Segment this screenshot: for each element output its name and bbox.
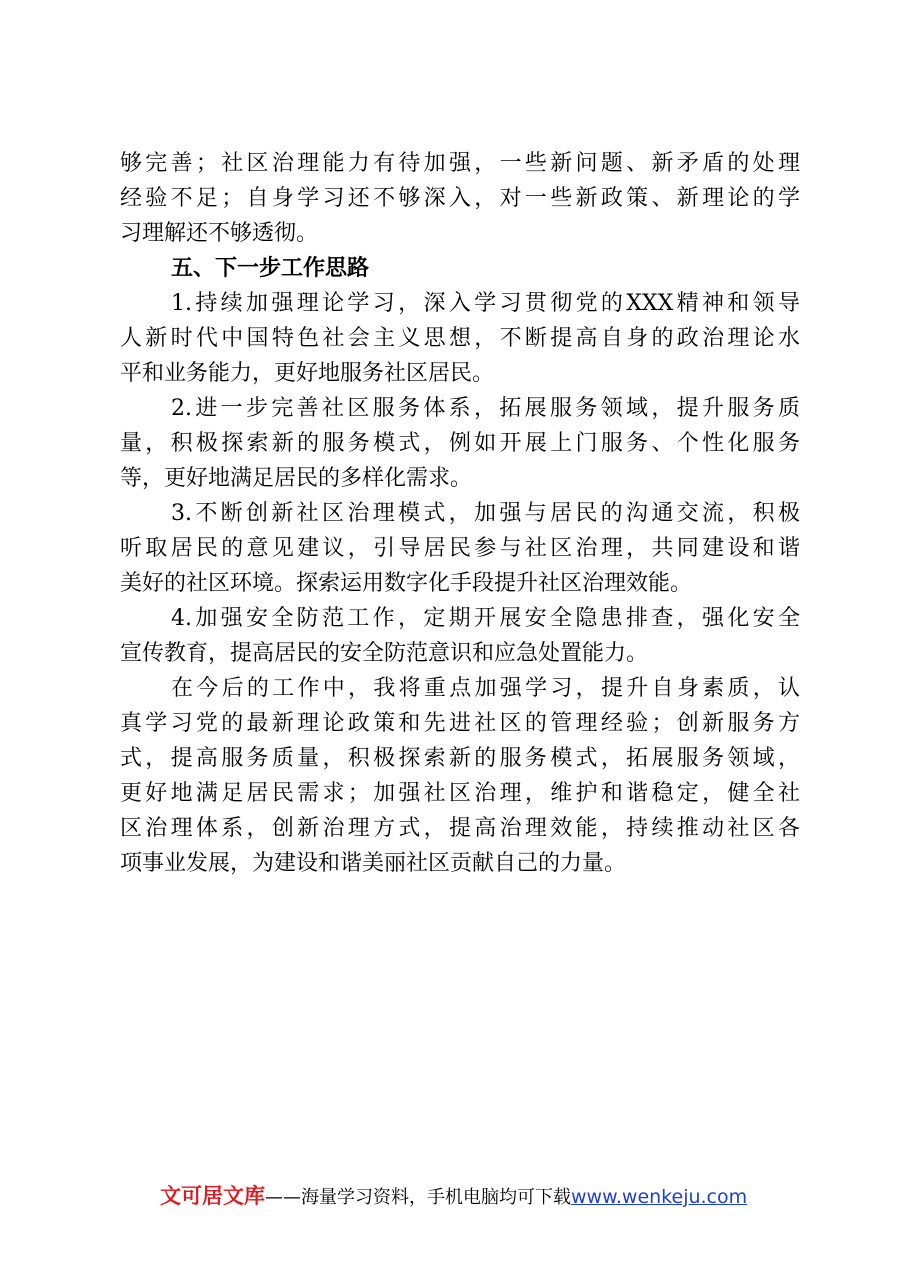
body-line: 经验不足；自身学习还不够深入，对一些新政策、新理论的学 xyxy=(120,186,800,211)
list-item-3-line: 3.不断创新社区治理模式，加强与居民的沟通交流，积极 xyxy=(171,501,800,526)
list-item-3-line: 美好的社区环境。探索运用数字化手段提升社区治理效能。 xyxy=(120,571,693,596)
section-heading: 五、下一步工作思路 xyxy=(171,256,370,281)
closing-paragraph-line: 式，提高服务质量，积极探索新的服务模式，拓展服务领域， xyxy=(120,746,800,771)
list-item-2-line: 等，更好地满足居民的多样化需求。 xyxy=(120,466,473,491)
closing-paragraph-line: 真学习党的最新理论政策和先进社区的管理经验；创新服务方 xyxy=(120,711,800,736)
footer-website-link[interactable]: www.wenkeju.com xyxy=(571,1186,748,1208)
closing-paragraph-line: 区治理体系，创新治理方式，提高治理效能，持续推动社区各 xyxy=(120,816,800,841)
list-item-1-line: 1.持续加强理论学习，深入学习贯彻党的XXX精神和领导 xyxy=(171,291,800,316)
footer-brand-name: 文可居文库 xyxy=(160,1184,265,1208)
closing-paragraph-line: 项事业发展，为建设和谐美丽社区贡献自己的力量。 xyxy=(120,851,627,876)
footer-banner xyxy=(160,1181,780,1211)
list-item-4-line: 4.加强安全防范工作，定期开展安全隐患排查，强化安全 xyxy=(171,606,800,631)
body-line: 习理解还不够透彻。 xyxy=(120,221,319,246)
list-item-1-line: 平和业务能力，更好地服务社区居民。 xyxy=(120,361,495,386)
list-item-1-line: 人新时代中国特色社会主义思想，不断提高自身的政治理论水 xyxy=(120,326,800,351)
list-item-2-line: 2.进一步完善社区服务体系，拓展服务领域，提升服务质 xyxy=(171,396,800,421)
list-item-3-line: 听取居民的意见建议，引导居民参与社区治理，共同建设和谐 xyxy=(120,536,800,561)
body-line: 够完善；社区治理能力有待加强，一些新问题、新矛盾的处理 xyxy=(120,151,800,176)
closing-paragraph-line: 在今后的工作中，我将重点加强学习，提升自身素质，认 xyxy=(171,676,800,701)
list-item-4-line: 宣传教育，提高居民的安全防范意识和应急处置能力。 xyxy=(120,641,649,666)
document-body xyxy=(120,146,800,881)
closing-paragraph-line: 更好地满足居民需求；加强社区治理，维护和谐稳定，健全社 xyxy=(120,781,800,806)
footer-slogan: ——海量学习资料，手机电脑均可下载 xyxy=(265,1187,571,1208)
list-item-2-line: 量，积极探索新的服务模式，例如开展上门服务、个性化服务 xyxy=(120,431,800,456)
